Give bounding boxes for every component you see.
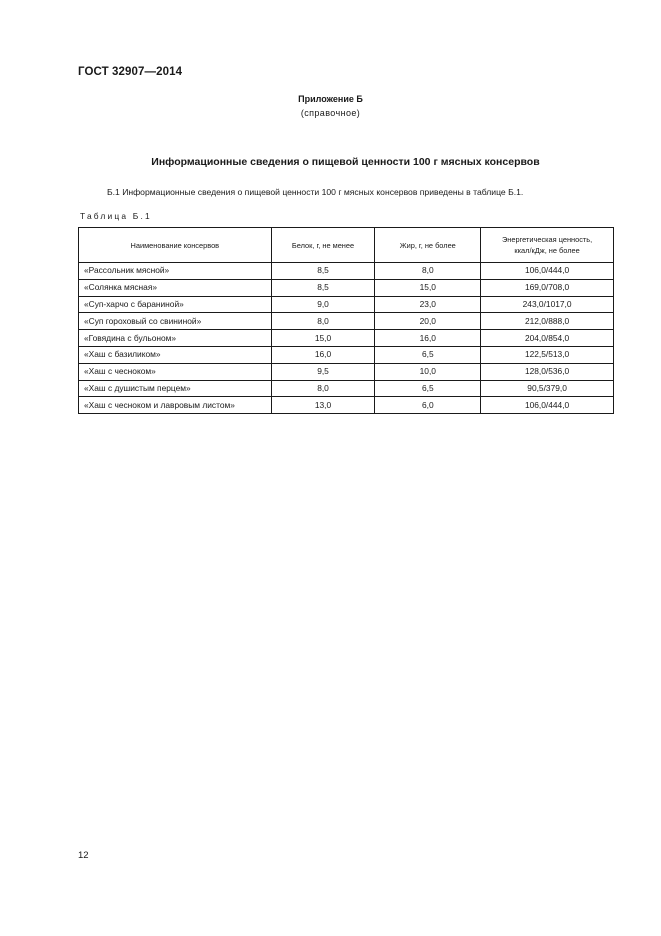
- column-header-fat: Жир, г, не более: [375, 228, 481, 263]
- column-header-energy-line2: ккал/кДж, не более: [514, 246, 580, 255]
- cell-name: «Солянка мясная»: [79, 279, 272, 296]
- cell-protein: 15,0: [271, 330, 375, 347]
- cell-name: «Суп-харчо с бараниной»: [79, 296, 272, 313]
- column-header-name: Наименование консервов: [79, 228, 272, 263]
- cell-energy: 122,5/513,0: [481, 346, 614, 363]
- column-header-energy-line1: Энергетическая ценность,: [501, 235, 593, 244]
- table-row: [79, 263, 614, 280]
- standard-id: ГОСТ 32907—2014: [78, 66, 183, 78]
- nutrition-table: [78, 227, 614, 414]
- cell-fat: 8,0: [375, 263, 481, 280]
- cell-name: «Хаш с чесноком и лавровым листом»: [79, 397, 272, 414]
- cell-energy: 128,0/536,0: [481, 363, 614, 380]
- cell-protein: 8,0: [271, 313, 375, 330]
- section-paragraph: Б.1 Информационные сведения о пищевой ценности 100 г мясных консервов приведены в таблице Б.1.: [107, 187, 524, 197]
- cell-protein: 8,0: [271, 380, 375, 397]
- cell-name: «Суп гороховый со свининой»: [79, 313, 272, 330]
- cell-energy: 106,0/444,0: [481, 263, 614, 280]
- cell-name: «Говядина с бульоном»: [79, 330, 272, 347]
- cell-protein: 8,5: [271, 279, 375, 296]
- appendix-subtitle: (справочное): [300, 108, 361, 118]
- cell-energy: 204,0/854,0: [481, 330, 614, 347]
- cell-fat: 20,0: [375, 313, 481, 330]
- cell-fat: 16,0: [375, 330, 481, 347]
- column-header-protein: Белок, г, не менее: [271, 228, 375, 263]
- table-caption: Таблица Б.1: [80, 211, 152, 221]
- table-row: [79, 313, 614, 330]
- table-row: [79, 363, 614, 380]
- cell-name: «Рассольник мясной»: [79, 263, 272, 280]
- cell-fat: 6,5: [375, 380, 481, 397]
- cell-protein: 9,5: [271, 363, 375, 380]
- cell-energy: 212,0/888,0: [481, 313, 614, 330]
- table-row: [79, 397, 614, 414]
- cell-name: «Хаш с душистым перцем»: [79, 380, 272, 397]
- appendix-title: Приложение Б: [298, 94, 363, 104]
- table-row: [79, 346, 614, 363]
- cell-protein: 9,0: [271, 296, 375, 313]
- cell-fat: 6,5: [375, 346, 481, 363]
- cell-energy: 169,0/708,0: [481, 279, 614, 296]
- table-row: [79, 380, 614, 397]
- cell-name: «Хаш с базиликом»: [79, 346, 272, 363]
- table-row: [79, 296, 614, 313]
- cell-energy: 90,5/379,0: [481, 380, 614, 397]
- cell-protein: 13,0: [271, 397, 375, 414]
- cell-energy: 106,0/444,0: [481, 397, 614, 414]
- cell-fat: 15,0: [375, 279, 481, 296]
- cell-fat: 10,0: [375, 363, 481, 380]
- cell-protein: 16,0: [271, 346, 375, 363]
- cell-energy: 243,0/1017,0: [481, 296, 614, 313]
- section-heading: Информационные сведения о пищевой ценности 100 г мясных консервов: [151, 156, 540, 168]
- column-header-energy: [481, 228, 614, 263]
- page-number: 12: [78, 850, 89, 861]
- cell-name: «Хаш с чесноком»: [79, 363, 272, 380]
- table-row: [79, 279, 614, 296]
- table-row: [79, 330, 614, 347]
- cell-fat: 23,0: [375, 296, 481, 313]
- cell-fat: 6,0: [375, 397, 481, 414]
- table-header-row: [79, 228, 614, 263]
- cell-protein: 8,5: [271, 263, 375, 280]
